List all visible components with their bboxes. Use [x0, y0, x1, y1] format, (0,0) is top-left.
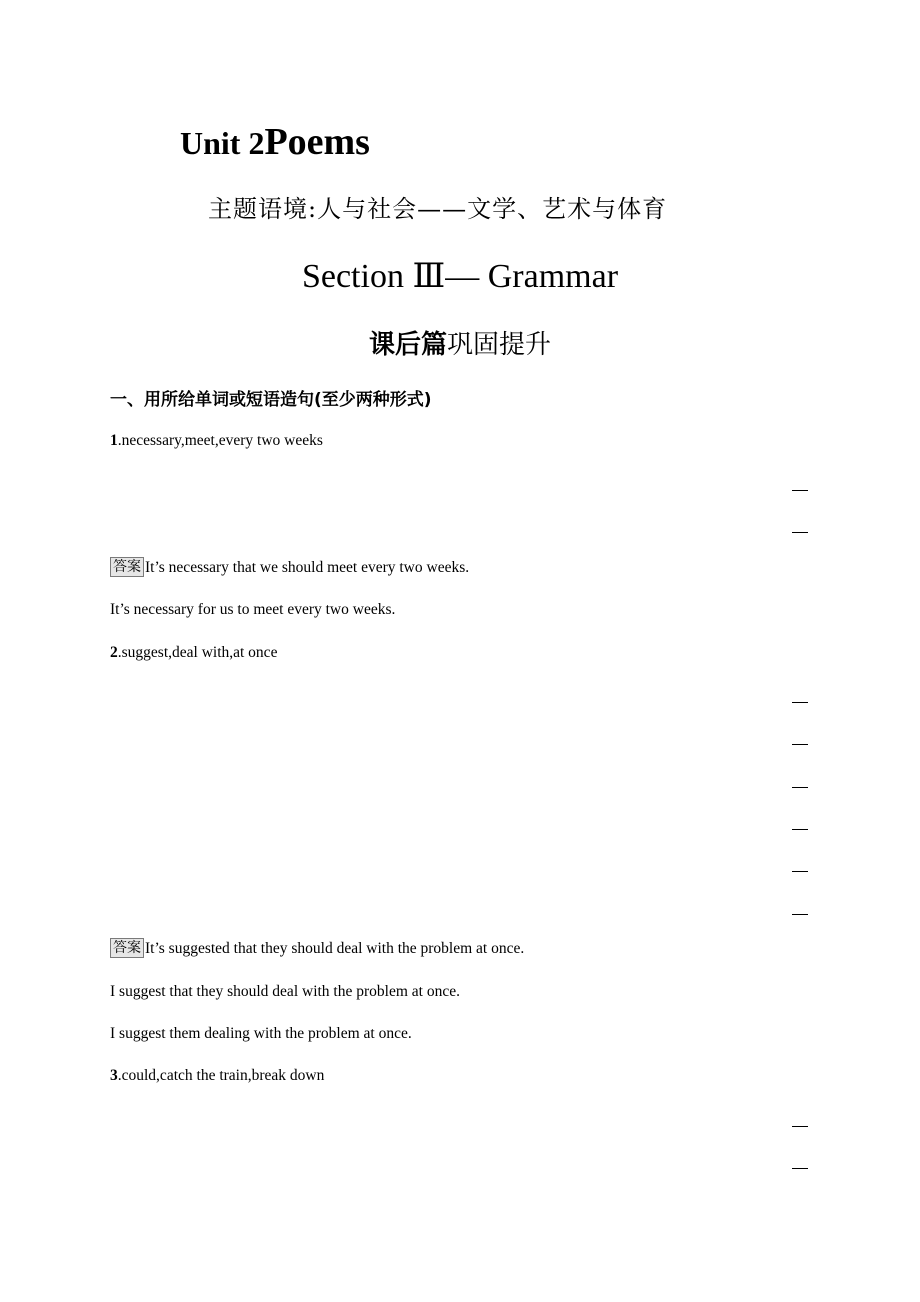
answer-blank-line [792, 1168, 808, 1169]
unit-title [180, 118, 370, 174]
answer-text: It’s suggested that they should deal with the problem at once. [145, 940, 525, 957]
question-number: 3 [110, 1067, 118, 1084]
question-number: 1 [110, 432, 118, 449]
unit-number: Unit 2 [180, 125, 265, 161]
answer-line [110, 981, 460, 1003]
answer-blank-line [792, 787, 808, 788]
question-3 [110, 1065, 324, 1087]
answer-blank-line [792, 871, 808, 872]
part-heading: 一、用所给单词或短语造句(至少两种形式) [110, 390, 432, 410]
question-1 [110, 430, 323, 452]
answer-blank-line [792, 702, 808, 703]
question-prompt: .suggest,deal with,at once [117, 644, 278, 661]
answer-blank-line [792, 1126, 808, 1127]
answer-blank-line [792, 744, 808, 745]
answer-text: It’s necessary that we should meet every two weeks. [145, 559, 470, 576]
answer-text: I suggest that they should deal with the problem at once. [110, 983, 460, 1000]
theme-context: 主题语境:人与社会——文学、艺术与体育 [208, 195, 668, 223]
answer-line [110, 1023, 412, 1045]
exercise-subheading [0, 327, 920, 363]
answer-blank-line [792, 490, 808, 491]
answer-text: It’s necessary for us to meet every two weeks. [110, 601, 396, 618]
answer-blank-line [792, 914, 808, 915]
answer-text: I suggest them dealing with the problem at once. [110, 1025, 412, 1042]
answer-blank-line [792, 532, 808, 533]
question-prompt: .necessary,meet,every two weeks [117, 432, 323, 449]
question-2 [110, 642, 277, 664]
answer-line [110, 599, 395, 621]
subheading-regular: 巩固提升 [447, 330, 552, 360]
question-number: 2 [110, 644, 118, 661]
unit-name: Poems [264, 121, 370, 163]
answer-badge[interactable]: 答案 [110, 557, 144, 577]
section-title: Section Ⅲ— Grammar [301, 258, 619, 295]
answer-badge[interactable]: 答案 [110, 938, 144, 958]
answer-line [110, 938, 524, 960]
answer-blank-line [792, 829, 808, 830]
answer-line [110, 557, 469, 579]
question-prompt: .could,catch the train,break down [117, 1067, 325, 1084]
subheading-bold: 课后篇 [368, 330, 447, 360]
